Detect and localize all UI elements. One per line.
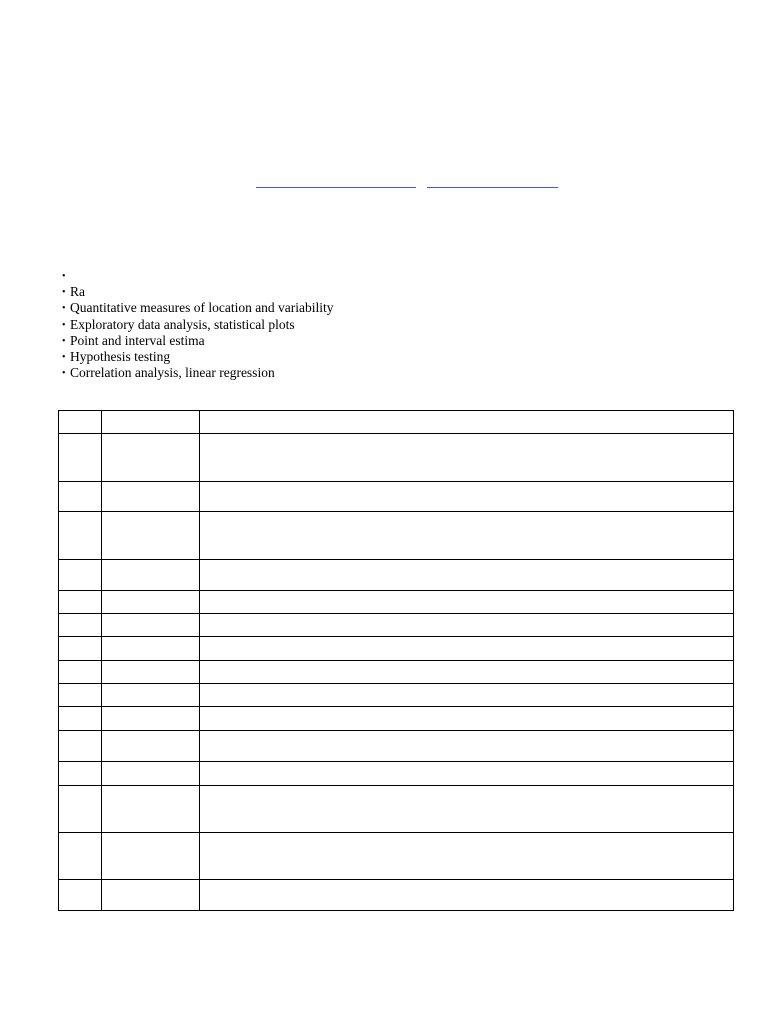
table-row <box>59 434 734 482</box>
table-row <box>59 880 734 911</box>
table-cell <box>200 591 734 614</box>
table-cell <box>200 411 734 434</box>
table-cell <box>59 880 102 911</box>
table-cell <box>200 684 734 707</box>
schedule-table <box>58 410 734 911</box>
table-cell <box>59 707 102 731</box>
table-cell <box>102 661 200 684</box>
table-row <box>59 786 734 833</box>
table-row <box>59 560 734 591</box>
table-cell <box>102 731 200 762</box>
topic-item: • Point and interval estima <box>62 332 205 348</box>
table-cell <box>200 614 734 637</box>
link-row <box>0 172 768 190</box>
table-cell <box>102 482 200 512</box>
table-row <box>59 591 734 614</box>
table-cell <box>102 512 200 560</box>
table-cell <box>102 637 200 661</box>
table-cell <box>102 591 200 614</box>
table-row <box>59 411 734 434</box>
table-row <box>59 661 734 684</box>
topic-list <box>62 268 334 381</box>
table-cell <box>59 833 102 880</box>
table-cell <box>200 762 734 786</box>
table-cell <box>59 591 102 614</box>
table-cell <box>200 482 734 512</box>
topic-item: • Exploratory data analysis, statistical plots <box>62 316 295 332</box>
table-row <box>59 684 734 707</box>
topic-item: • Correlation analysis, linear regression <box>62 365 275 381</box>
table-cell <box>102 833 200 880</box>
bullet-icon: • <box>62 303 66 315</box>
hyperlink-1[interactable] <box>256 172 416 188</box>
table-cell <box>200 880 734 911</box>
table-cell <box>102 707 200 731</box>
table-row <box>59 512 734 560</box>
table-cell <box>59 614 102 637</box>
table-cell <box>59 684 102 707</box>
table-cell <box>200 560 734 591</box>
table-cell <box>102 434 200 482</box>
topic-item: • Ra <box>62 284 85 300</box>
bullet-icon: • <box>62 319 66 331</box>
table-row <box>59 614 734 637</box>
table-cell <box>200 661 734 684</box>
topic-item <box>62 268 334 284</box>
table-cell <box>200 512 734 560</box>
table-cell <box>102 614 200 637</box>
table-cell <box>102 684 200 707</box>
table-cell <box>59 482 102 512</box>
table-cell <box>59 786 102 833</box>
table-cell <box>200 731 734 762</box>
table-cell <box>102 786 200 833</box>
table-cell <box>200 833 734 880</box>
hyperlink-2[interactable] <box>427 172 558 188</box>
table-cell <box>102 880 200 911</box>
table-cell <box>59 637 102 661</box>
bullet-icon: • <box>62 271 66 282</box>
table-cell <box>200 707 734 731</box>
bullet-icon: • <box>62 335 66 347</box>
bullet-icon: • <box>62 368 66 380</box>
table-cell <box>102 560 200 591</box>
table-cell <box>59 560 102 591</box>
topic-item: • Hypothesis testing <box>62 349 171 365</box>
table-cell <box>59 434 102 482</box>
table-cell <box>102 762 200 786</box>
table-cell <box>200 637 734 661</box>
table-row <box>59 833 734 880</box>
table-cell <box>59 512 102 560</box>
table-cell <box>59 731 102 762</box>
table-cell <box>59 762 102 786</box>
topic-item: • Quantitative measures of location and variability <box>62 300 334 316</box>
bullet-icon: • <box>62 287 66 299</box>
table-row <box>59 707 734 731</box>
table-row <box>59 637 734 661</box>
table-cell <box>200 434 734 482</box>
bullet-icon: • <box>62 352 66 364</box>
table-cell <box>200 786 734 833</box>
table-cell <box>59 661 102 684</box>
table-cell <box>102 411 200 434</box>
table-row <box>59 762 734 786</box>
table-row <box>59 482 734 512</box>
table-cell <box>59 411 102 434</box>
table-row <box>59 731 734 762</box>
